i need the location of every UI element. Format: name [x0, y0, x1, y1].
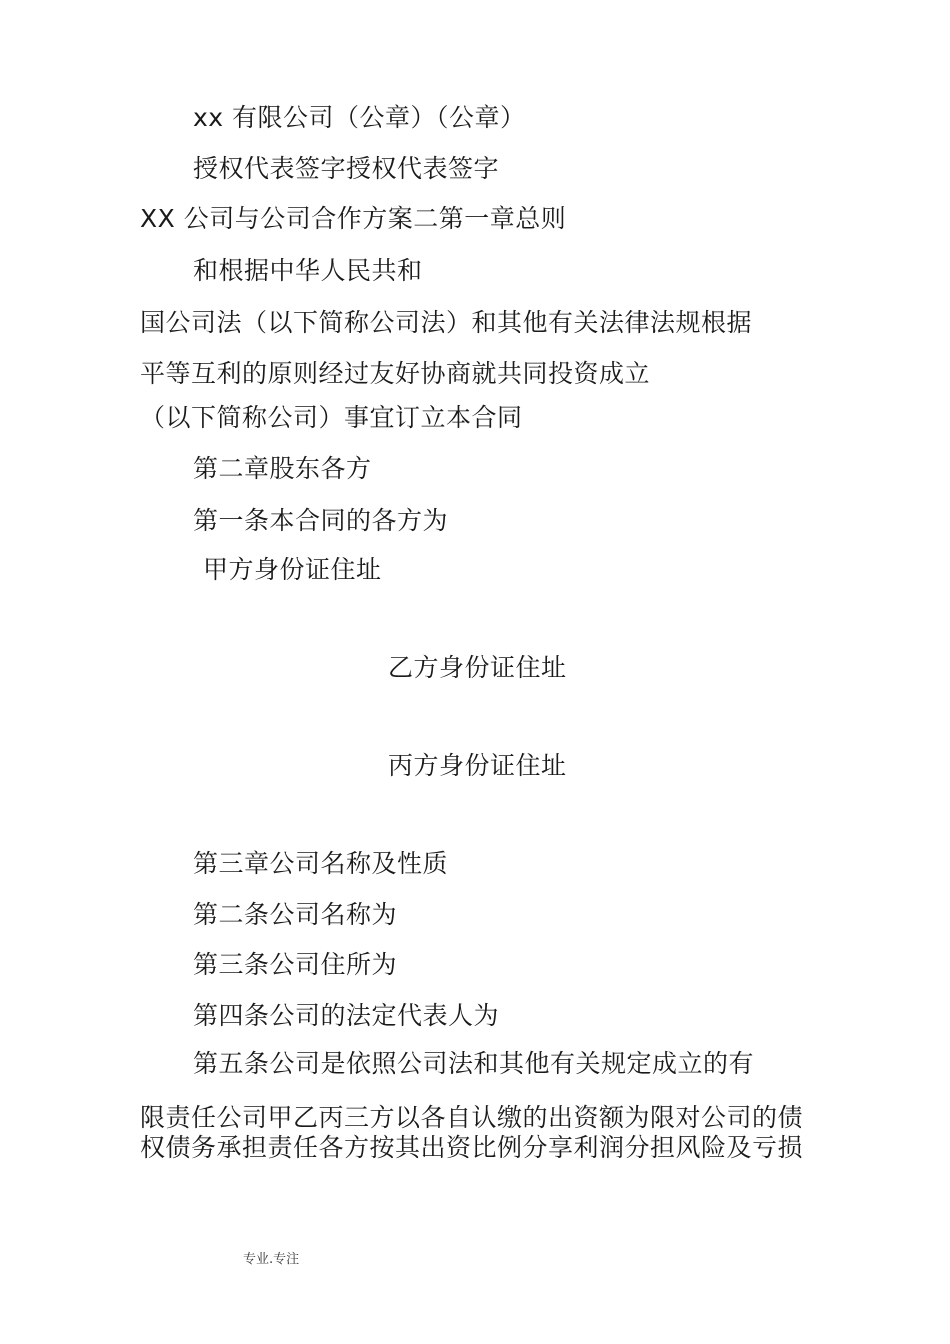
article-3: 第三条公司住所为 [193, 950, 398, 979]
party-b-line: 乙方身份证住址 [388, 653, 567, 682]
article-5-line-3: 权债务承担责任各方按其出资比例分享利润分担风险及亏损 [140, 1133, 804, 1162]
article-1: 第一条本合同的各方为 [193, 506, 449, 535]
party-a-line: 甲方身份证住址 [203, 555, 382, 584]
intro-paragraph-line-1: 和根据中华人民共和 [193, 256, 423, 285]
article-2: 第二条公司名称为 [193, 900, 398, 929]
signature-label: 授权代表签字授权代表签字 [193, 154, 500, 183]
article-4: 第四条公司的法定代表人为 [193, 1001, 500, 1030]
chapter-2-heading: 第二章股东各方 [193, 454, 372, 483]
party-c-line: 丙方身份证住址 [388, 751, 567, 780]
chapter-3-heading: 第三章公司名称及性质 [193, 849, 449, 878]
article-5-line-1: 第五条公司是依照公司法和其他有关规定成立的有 [193, 1049, 755, 1078]
document-title: XX 公司与公司合作方案二第一章总则 [140, 204, 567, 233]
page-footer: 专业.专注 [243, 1252, 300, 1267]
article-5-line-2: 限责任公司甲乙丙三方以各自认缴的出资额为限对公司的债 [140, 1103, 804, 1132]
intro-paragraph-line-3: 平等互利的原则经过友好协商就共同投资成立 [140, 359, 651, 388]
intro-paragraph-line-2: 国公司法（以下简称公司法）和其他有关法律法规根据 [140, 308, 753, 337]
signature-line: xx 有限公司（公章）（公章） [193, 103, 526, 132]
intro-paragraph-line-4: （以下简称公司）事宜订立本合同 [140, 403, 523, 432]
